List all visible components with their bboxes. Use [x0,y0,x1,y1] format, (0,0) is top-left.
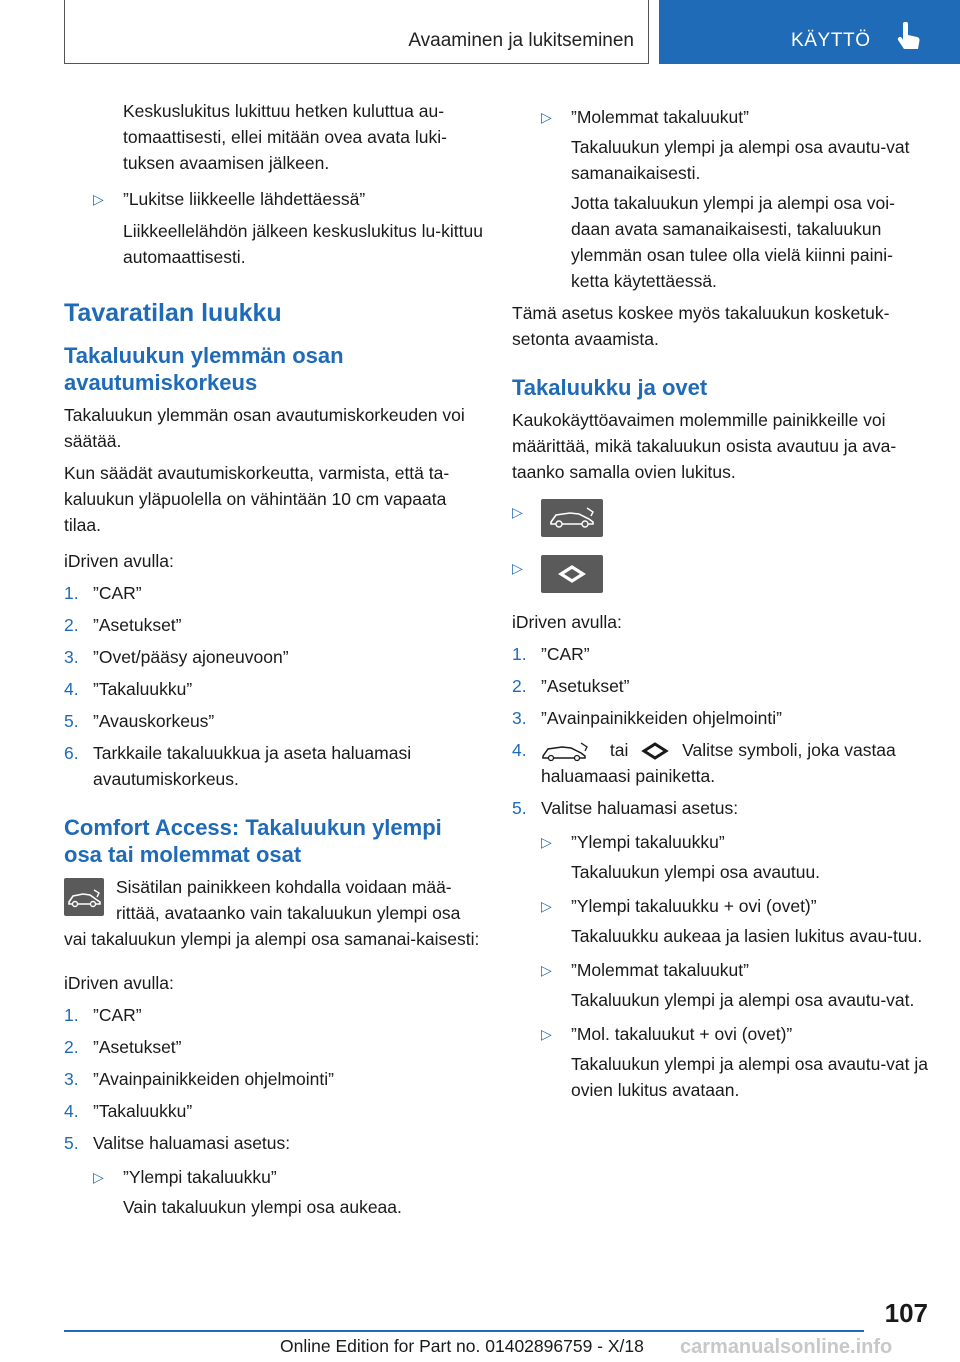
header-chapter-box [659,0,960,64]
height-paragraph-2: Kun säädät avautumiskorkeutta, varmista, että ta-kaluukun yläpuolella on vähintään 10 cm vapaata tilaa. [64,463,450,535]
heading-comfort-access: Comfort Access: Takaluukun ylempi osa tai molemmat osat [64,815,442,867]
right-column [512,98,928,1103]
sub-option: ▷ ”Molemmat takaluukut” [512,957,928,983]
triangle-bullet-icon: ▷ [541,834,552,850]
sub-option-body: Takaluukun ylempi ja alempi osa avautu-vat. [571,990,915,1010]
list-item: 6. Tarkkaile takaluukkua ja aseta haluamasi avautumiskorkeus. [64,743,412,789]
sub-option: ▷ ”Mol. takaluukut + ovi (ovet)” [512,1021,928,1047]
height-paragraph-1: Takaluukun ylemmän osan avautumiskorkeuden voi säätää. [64,405,465,451]
list-item: 4. ”Takaluukku” [64,679,193,699]
comfort-paragraph: Sisätilan painikkeen kohdalla voidaan mää-rittää, avataanko vain takaluukun ylempi osa vai takaluukun ylempi ja alempi osa samanai-kaisesti: [64,877,480,949]
contactless-paragraph: Tämä asetus koskee myös takaluukun kosketuk-setonta avaamista. [512,303,890,349]
triangle-bullet-icon: ▷ [93,1169,104,1185]
car-tailgate-button-icon [64,878,104,916]
chapter-title: KÄYTTÖ [791,30,871,51]
list-item: 2. ”Asetukset” [64,1037,182,1057]
car-tailgate-button-icon [541,499,603,537]
diamond-icon [641,741,669,761]
button-option-diamond [512,555,928,595]
list-item: 3. ”Avainpainikkeiden ohjelmointi” [512,708,782,728]
page-number: 107 [884,1298,928,1328]
diamond-button-icon [541,555,603,593]
drive-lock-option [64,186,484,212]
steps-list-comfort [64,1002,484,1156]
sub-option-body: Takaluukku aukeaa ja lasien lukitus avau-tuu. [571,926,923,946]
list-item: 1. ”CAR” [64,583,142,603]
sub-option-body: Takaluukun ylempi ja alempi osa avautu-vat samanaikaisesti. [571,137,910,183]
triangle-bullet-icon: ▷ [512,560,523,576]
sub-option: ▷ ”Ylempi takaluukku + ovi (ovet)” [512,893,928,919]
heading-tailgate-doors: Takaluukku ja ovet [512,375,708,400]
doors-paragraph: Kaukokäyttöavaimen molemmille painikkeille voi määrittää, mikä takaluukun osista avautuu ja ava-taanko samalla ovien lukitus. [512,410,897,482]
triangle-bullet-icon: ▷ [512,504,523,520]
button-option-car [512,499,928,539]
list-item: 1. ”CAR” [64,1005,142,1025]
sub-option-body: Jotta takaluukun ylempi ja alempi osa voi-daan avata samanaikaisesti, takaluukun ylemmän osan tulee olla vielä kiinni paini-ketta käytettäessä. [571,193,895,291]
triangle-bullet-icon: ▷ [541,898,552,914]
idrive-label: iDriven avulla: [512,612,622,632]
sub-option-body: Takaluukun ylempi ja alempi osa avautu-vat ja ovien lukitus avataan. [571,1054,928,1100]
list-item: 3. ”Ovet/pääsy ajoneuvoon” [64,647,289,667]
triangle-bullet-icon: ▷ [541,962,552,978]
triangle-bullet-icon: ▷ [541,109,552,125]
option-body: Liikkeellelähdön jälkeen keskuslukitus lu-kittuu automaattisesti. [123,221,483,267]
list-item: 1. ”CAR” [512,644,590,664]
left-column [64,98,484,1220]
triangle-bullet-icon: ▷ [541,1026,552,1042]
sub-option: ▷ ”Molemmat takaluukut” [512,104,928,130]
sub-option-body: Takaluukun ylempi osa avautuu. [571,862,821,882]
hand-pointer-icon [895,22,921,52]
car-tailgate-icon [541,740,597,762]
sub-option: ▷ ”Ylempi takaluukku” [512,829,928,855]
list-item: 2. ”Asetukset” [64,615,182,635]
option-label: ”Lukitse liikkeelle lähdettäessä” [123,189,366,209]
list-item: 5. ”Avauskorkeus” [64,711,215,731]
list-item: 2. ”Asetukset” [512,676,630,696]
comfort-paragraph-wrap [64,874,484,952]
list-item: 5. Valitse haluamasi asetus: [512,798,739,818]
list-item: 5. Valitse haluamasi asetus: [64,1133,291,1153]
footer-divider [64,1330,864,1332]
steps-list-doors [512,641,928,821]
heading-opening-height: Takaluukun ylemmän osan avautumiskorkeus [64,343,344,395]
intro-continued: Keskuslukitus lukittuu hetken kuluttua au-tomaattisesti, ellei mitään ovea avata luki-tuksen avaamisen jälkeen. [123,101,447,173]
section-title: Avaaminen ja lukitseminen [408,30,634,51]
heading-tailgate: Tavaratilan luukku [64,299,282,327]
list-item: 4. tai Valitse symboli, joka vastaa haluamaasi painiketta. [512,740,896,786]
sub-option: ▷ ”Ylempi takaluukku” [64,1164,484,1190]
steps-list-height [64,580,484,792]
idrive-label: iDriven avulla: [64,551,174,571]
sub-option-body: Vain takaluukun ylempi osa aukeaa. [123,1197,402,1217]
list-item: 4. ”Takaluukku” [64,1101,193,1121]
edition-text: Online Edition for Part no. 01402896759 - X/18 [280,1336,644,1356]
header-section-box [64,0,649,64]
idrive-label: iDriven avulla: [64,973,174,993]
watermark: carmanualsonline.info [680,1336,893,1358]
list-item: 3. ”Avainpainikkeiden ohjelmointi” [64,1069,334,1089]
triangle-bullet-icon: ▷ [93,191,104,207]
